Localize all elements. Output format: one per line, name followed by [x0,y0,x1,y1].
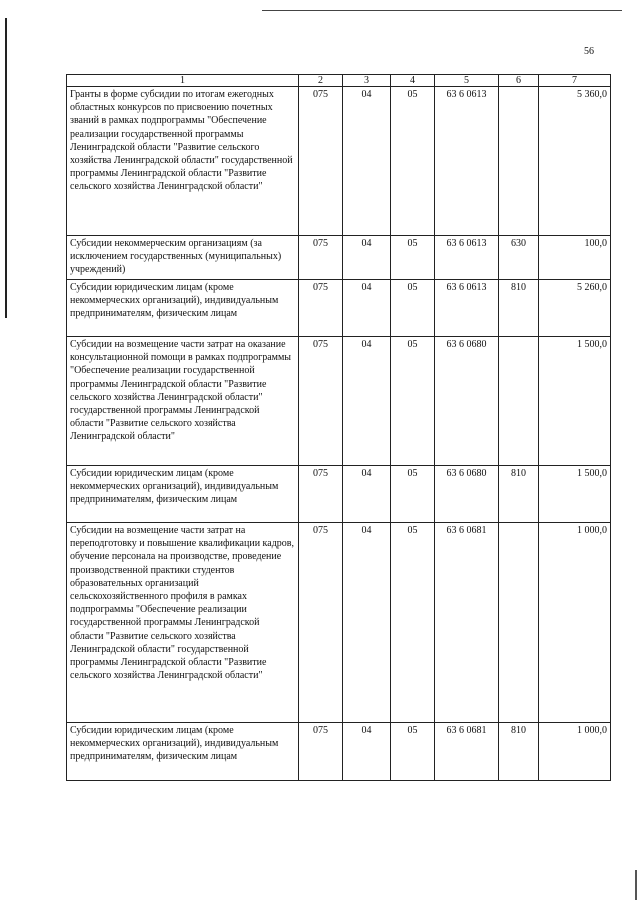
expense-type-code [499,87,539,236]
target-article-code: 63 6 0681 [435,723,499,781]
table-row [67,466,611,523]
grbs-code: 075 [299,280,343,337]
scan-artifact-left-edge [5,18,7,318]
table-row [67,337,611,466]
target-article-code: 63 6 0680 [435,466,499,523]
target-article-code: 63 6 0613 [435,280,499,337]
target-article-code: 63 6 0613 [435,236,499,280]
expense-type-code: 630 [499,236,539,280]
target-article-code: 63 6 0613 [435,87,499,236]
row-name: Субсидии на возмещение части затрат на переподготовку и повышение квалификации кадров, обучение персонала на производстве, проведение производственной практики студентов образовательных организаций сельскохозяйственного профиля в рамках подпрограммы "Обеспечение реализации государственной программы Ленинградской области "Развитие сельского хозяйства Ленинградской области" государственной программы Ленинградской области "Развитие сельского хозяйства Ленинградской области" [67,523,299,723]
expense-type-code: 810 [499,723,539,781]
budget-table [66,74,611,781]
section-code: 04 [343,723,391,781]
expense-type-code [499,523,539,723]
table-header-row [67,75,611,87]
subsection-code: 05 [391,337,435,466]
target-article-code: 63 6 0680 [435,337,499,466]
page-number: 56 [584,46,594,57]
subsection-code: 05 [391,236,435,280]
target-article-code: 63 6 0681 [435,523,499,723]
subsection-code: 05 [391,723,435,781]
table-row [67,87,611,236]
table-row [67,280,611,337]
section-code: 04 [343,466,391,523]
column-header-7: 7 [539,75,611,87]
column-header-1: 1 [67,75,299,87]
section-code: 04 [343,87,391,236]
expense-type-code: 810 [499,280,539,337]
table-row [67,523,611,723]
row-name: Гранты в форме субсидии по итогам ежегодных областных конкурсов по присвоению почетных званий в рамках подпрограммы "Обеспечение реализации государственной программы Ленинградской области "Развитие сельского хозяйства Ленинградской области" государственной программы Ленинградской области "Развитие сельского хозяйства Ленинградской области" [67,87,299,236]
amount: 1 000,0 [539,723,611,781]
row-name: Субсидии некоммерческим организациям (за исключением государственных (муниципальных) учреждений) [67,236,299,280]
subsection-code: 05 [391,523,435,723]
subsection-code: 05 [391,466,435,523]
amount: 1 000,0 [539,523,611,723]
amount: 5 260,0 [539,280,611,337]
scan-artifact-right-edge [635,870,637,900]
subsection-code: 05 [391,280,435,337]
table-row [67,236,611,280]
expense-type-code [499,337,539,466]
amount: 100,0 [539,236,611,280]
amount: 5 360,0 [539,87,611,236]
amount: 1 500,0 [539,466,611,523]
expense-type-code: 810 [499,466,539,523]
column-header-5: 5 [435,75,499,87]
subsection-code: 05 [391,87,435,236]
amount: 1 500,0 [539,337,611,466]
row-name: Субсидии на возмещение части затрат на оказание консультационной помощи в рамках подпрограммы "Обеспечение реализации государственной программы Ленинградской области "Развитие сельского хозяйства Ленинградской области" государственной программы Ленинградской области "Развитие сельского хозяйства Ленинградской области" [67,337,299,466]
row-name: Субсидии юридическим лицам (кроме некоммерческих организаций), индивидуальным предпринимателям, физическим лицам [67,280,299,337]
row-name: Субсидии юридическим лицам (кроме некоммерческих организаций), индивидуальным предпринимателям, физическим лицам [67,466,299,523]
column-header-6: 6 [499,75,539,87]
section-code: 04 [343,523,391,723]
column-header-2: 2 [299,75,343,87]
grbs-code: 075 [299,337,343,466]
table-row [67,723,611,781]
grbs-code: 075 [299,87,343,236]
row-name: Субсидии юридическим лицам (кроме некоммерческих организаций), индивидуальным предпринимателям, физическим лицам [67,723,299,781]
column-header-4: 4 [391,75,435,87]
grbs-code: 075 [299,466,343,523]
section-code: 04 [343,337,391,466]
section-code: 04 [343,280,391,337]
grbs-code: 075 [299,236,343,280]
column-header-3: 3 [343,75,391,87]
scan-artifact-top-line [262,10,622,11]
grbs-code: 075 [299,523,343,723]
grbs-code: 075 [299,723,343,781]
section-code: 04 [343,236,391,280]
